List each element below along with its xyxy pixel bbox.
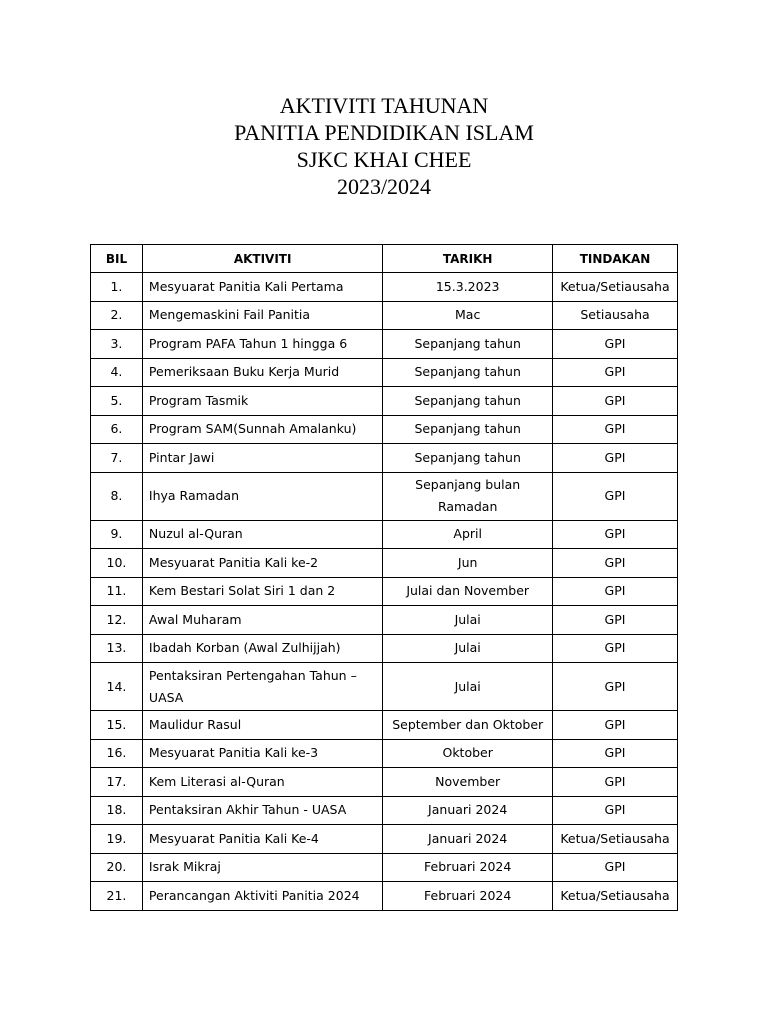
action-cell: GPI [553, 415, 678, 444]
action-cell: GPI [553, 577, 678, 606]
action-cell: GPI [553, 853, 678, 882]
table-row [91, 853, 678, 882]
date-cell: Julai [383, 606, 553, 635]
date-cell: Februari 2024 [383, 882, 553, 911]
row-number: 4. [91, 358, 143, 387]
activity-cell: Mesyuarat Panitia Kali ke-3 [142, 739, 382, 768]
action-cell: GPI [553, 634, 678, 663]
action-cell: GPI [553, 387, 678, 416]
date-cell: Sepanjang tahun [383, 444, 553, 473]
table-row [91, 768, 678, 797]
activity-cell: Kem Literasi al-Quran [142, 768, 382, 797]
table-row [91, 634, 678, 663]
action-cell: Ketua/Setiausaha [553, 825, 678, 854]
table-body [91, 273, 678, 911]
row-number: 21. [91, 882, 143, 911]
action-cell: GPI [553, 472, 678, 520]
activity-cell: Maulidur Rasul [142, 711, 382, 740]
title-line-2: PANITIA PENDIDIKAN ISLAM [234, 120, 534, 145]
action-cell: GPI [553, 606, 678, 635]
date-cell: Jun [383, 549, 553, 578]
title-line-3: SJKC KHAI CHEE [296, 147, 472, 172]
action-cell: GPI [553, 444, 678, 473]
action-cell: GPI [553, 549, 678, 578]
action-cell: GPI [553, 739, 678, 768]
row-number: 5. [91, 387, 143, 416]
date-cell: November [383, 768, 553, 797]
table-row [91, 606, 678, 635]
activity-cell: Ihya Ramadan [142, 472, 382, 520]
date-cell: April [383, 520, 553, 549]
action-cell: GPI [553, 663, 678, 711]
activity-cell: Perancangan Aktiviti Panitia 2024 [142, 882, 382, 911]
table-row [91, 301, 678, 330]
action-cell: GPI [553, 520, 678, 549]
column-header-tindakan: TINDAKAN [553, 245, 678, 273]
activity-cell: Awal Muharam [142, 606, 382, 635]
title-line-1: AKTIVITI TAHUNAN [279, 93, 489, 118]
table-row [91, 825, 678, 854]
row-number: 10. [91, 549, 143, 578]
action-cell: GPI [553, 330, 678, 359]
action-cell: Ketua/Setiausaha [553, 882, 678, 911]
row-number: 9. [91, 520, 143, 549]
table-row [91, 330, 678, 359]
activities-table [90, 244, 678, 911]
table-row [91, 358, 678, 387]
table-row [91, 549, 678, 578]
row-number: 12. [91, 606, 143, 635]
date-cell: Oktober [383, 739, 553, 768]
row-number: 11. [91, 577, 143, 606]
action-cell: GPI [553, 358, 678, 387]
activity-cell: Mesyuarat Panitia Kali Ke-4 [142, 825, 382, 854]
activity-cell: Pentaksiran Pertengahan Tahun – UASA [142, 663, 382, 711]
date-cell: Julai dan November [383, 577, 553, 606]
table-row [91, 663, 678, 711]
title-line-4: 2023/2024 [336, 174, 432, 199]
action-cell: GPI [553, 796, 678, 825]
date-cell: Sepanjang tahun [383, 358, 553, 387]
row-number: 14. [91, 663, 143, 711]
date-cell: Julai [383, 634, 553, 663]
row-number: 18. [91, 796, 143, 825]
row-number: 16. [91, 739, 143, 768]
date-cell: Julai [383, 663, 553, 711]
table-row [91, 520, 678, 549]
date-cell: Mac [383, 301, 553, 330]
activity-cell: Program PAFA Tahun 1 hingga 6 [142, 330, 382, 359]
column-header-aktiviti: AKTIVITI [142, 245, 382, 273]
row-number: 13. [91, 634, 143, 663]
table-row [91, 273, 678, 302]
table-row [91, 387, 678, 416]
row-number: 6. [91, 415, 143, 444]
action-cell: Ketua/Setiausaha [553, 273, 678, 302]
column-header-bil: BIL [91, 245, 143, 273]
row-number: 2. [91, 301, 143, 330]
row-number: 7. [91, 444, 143, 473]
date-cell: Februari 2024 [383, 853, 553, 882]
activity-cell: Ibadah Korban (Awal Zulhijjah) [142, 634, 382, 663]
action-cell: GPI [553, 711, 678, 740]
table-row [91, 577, 678, 606]
date-cell: Januari 2024 [383, 796, 553, 825]
date-cell: Sepanjang tahun [383, 415, 553, 444]
table-row [91, 472, 678, 520]
activity-cell: Nuzul al-Quran [142, 520, 382, 549]
column-header-tarikh: TARIKH [383, 245, 553, 273]
action-cell: GPI [553, 768, 678, 797]
activity-cell: Mengemaskini Fail Panitia [142, 301, 382, 330]
row-number: 1. [91, 273, 143, 302]
activity-cell: Program SAM(Sunnah Amalanku) [142, 415, 382, 444]
row-number: 20. [91, 853, 143, 882]
row-number: 3. [91, 330, 143, 359]
activity-cell: Israk Mikraj [142, 853, 382, 882]
date-cell: Sepanjang tahun [383, 387, 553, 416]
table-row [91, 882, 678, 911]
table-header-row [91, 245, 678, 273]
action-cell: Setiausaha [553, 301, 678, 330]
table-row [91, 739, 678, 768]
activity-cell: Pentaksiran Akhir Tahun - UASA [142, 796, 382, 825]
table-row [91, 711, 678, 740]
row-number: 8. [91, 472, 143, 520]
date-cell: September dan Oktober [383, 711, 553, 740]
activity-cell: Kem Bestari Solat Siri 1 dan 2 [142, 577, 382, 606]
activity-cell: Mesyuarat Panitia Kali Pertama [142, 273, 382, 302]
table-row [91, 415, 678, 444]
activity-cell: Pemeriksaan Buku Kerja Murid [142, 358, 382, 387]
date-cell: Sepanjang bulan Ramadan [383, 472, 553, 520]
date-cell: 15.3.2023 [383, 273, 553, 302]
activity-cell: Program Tasmik [142, 387, 382, 416]
table-row [91, 444, 678, 473]
date-cell: Januari 2024 [383, 825, 553, 854]
table-row [91, 796, 678, 825]
row-number: 15. [91, 711, 143, 740]
activity-cell: Mesyuarat Panitia Kali ke-2 [142, 549, 382, 578]
row-number: 17. [91, 768, 143, 797]
row-number: 19. [91, 825, 143, 854]
date-cell: Sepanjang tahun [383, 330, 553, 359]
document-title [0, 92, 768, 200]
activity-cell: Pintar Jawi [142, 444, 382, 473]
